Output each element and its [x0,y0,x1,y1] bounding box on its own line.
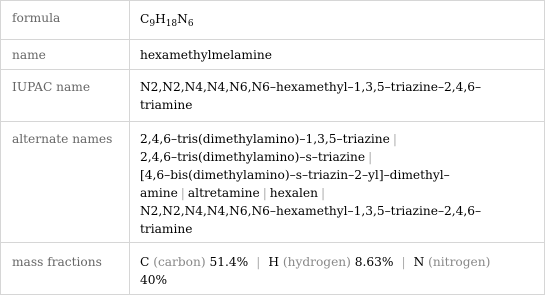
table-row-name [1,39,544,70]
table-row-iupac-name [1,69,544,122]
mass-fractions-value: C (carbon) 51.4% | H (hydrogen) 8.63% | N (nitrogen) 40% [140,255,491,287]
alternate-names-value: 2,4,6–tris(dimethylamino)–1,3,5–triazine | 2,4,6–tris(dimethylamino)–s–triazine | [4,6–bis(dimethylamino)–s–triazin–2–yl]–dimethyl– amine | altretamine | hexalen | N2,N2,N4,N4,N6,N6–hexamethyl–1,3,5–triazine–2,4,6– triamine [140,132,482,236]
row-label-alternate-names: alternate names [12,132,113,146]
separator: | [401,255,406,269]
row-label-mass-fractions: mass fractions [12,255,102,269]
separator: | [180,186,185,200]
name-value: hexamethylmelamine [140,48,272,62]
table-row-alternate-names [1,121,544,243]
table-row-mass-fractions [1,242,544,296]
separator: | [320,186,326,200]
row-label-name: name [12,48,46,62]
separator: | [368,150,373,164]
separator: | [262,186,267,200]
row-label-formula: formula [12,11,61,25]
row-label-iupac-name: IUPAC name [12,80,91,94]
iupac-name-value: N2,N2,N4,N4,N6,N6–hexamethyl–1,3,5–triazine–2,4,6– triamine [140,80,482,112]
formula-value: $C_9H_{18}N_6$ [140,12,194,29]
table-row-formula [1,1,544,39]
separator: | [392,132,397,146]
separator: | [256,255,261,269]
